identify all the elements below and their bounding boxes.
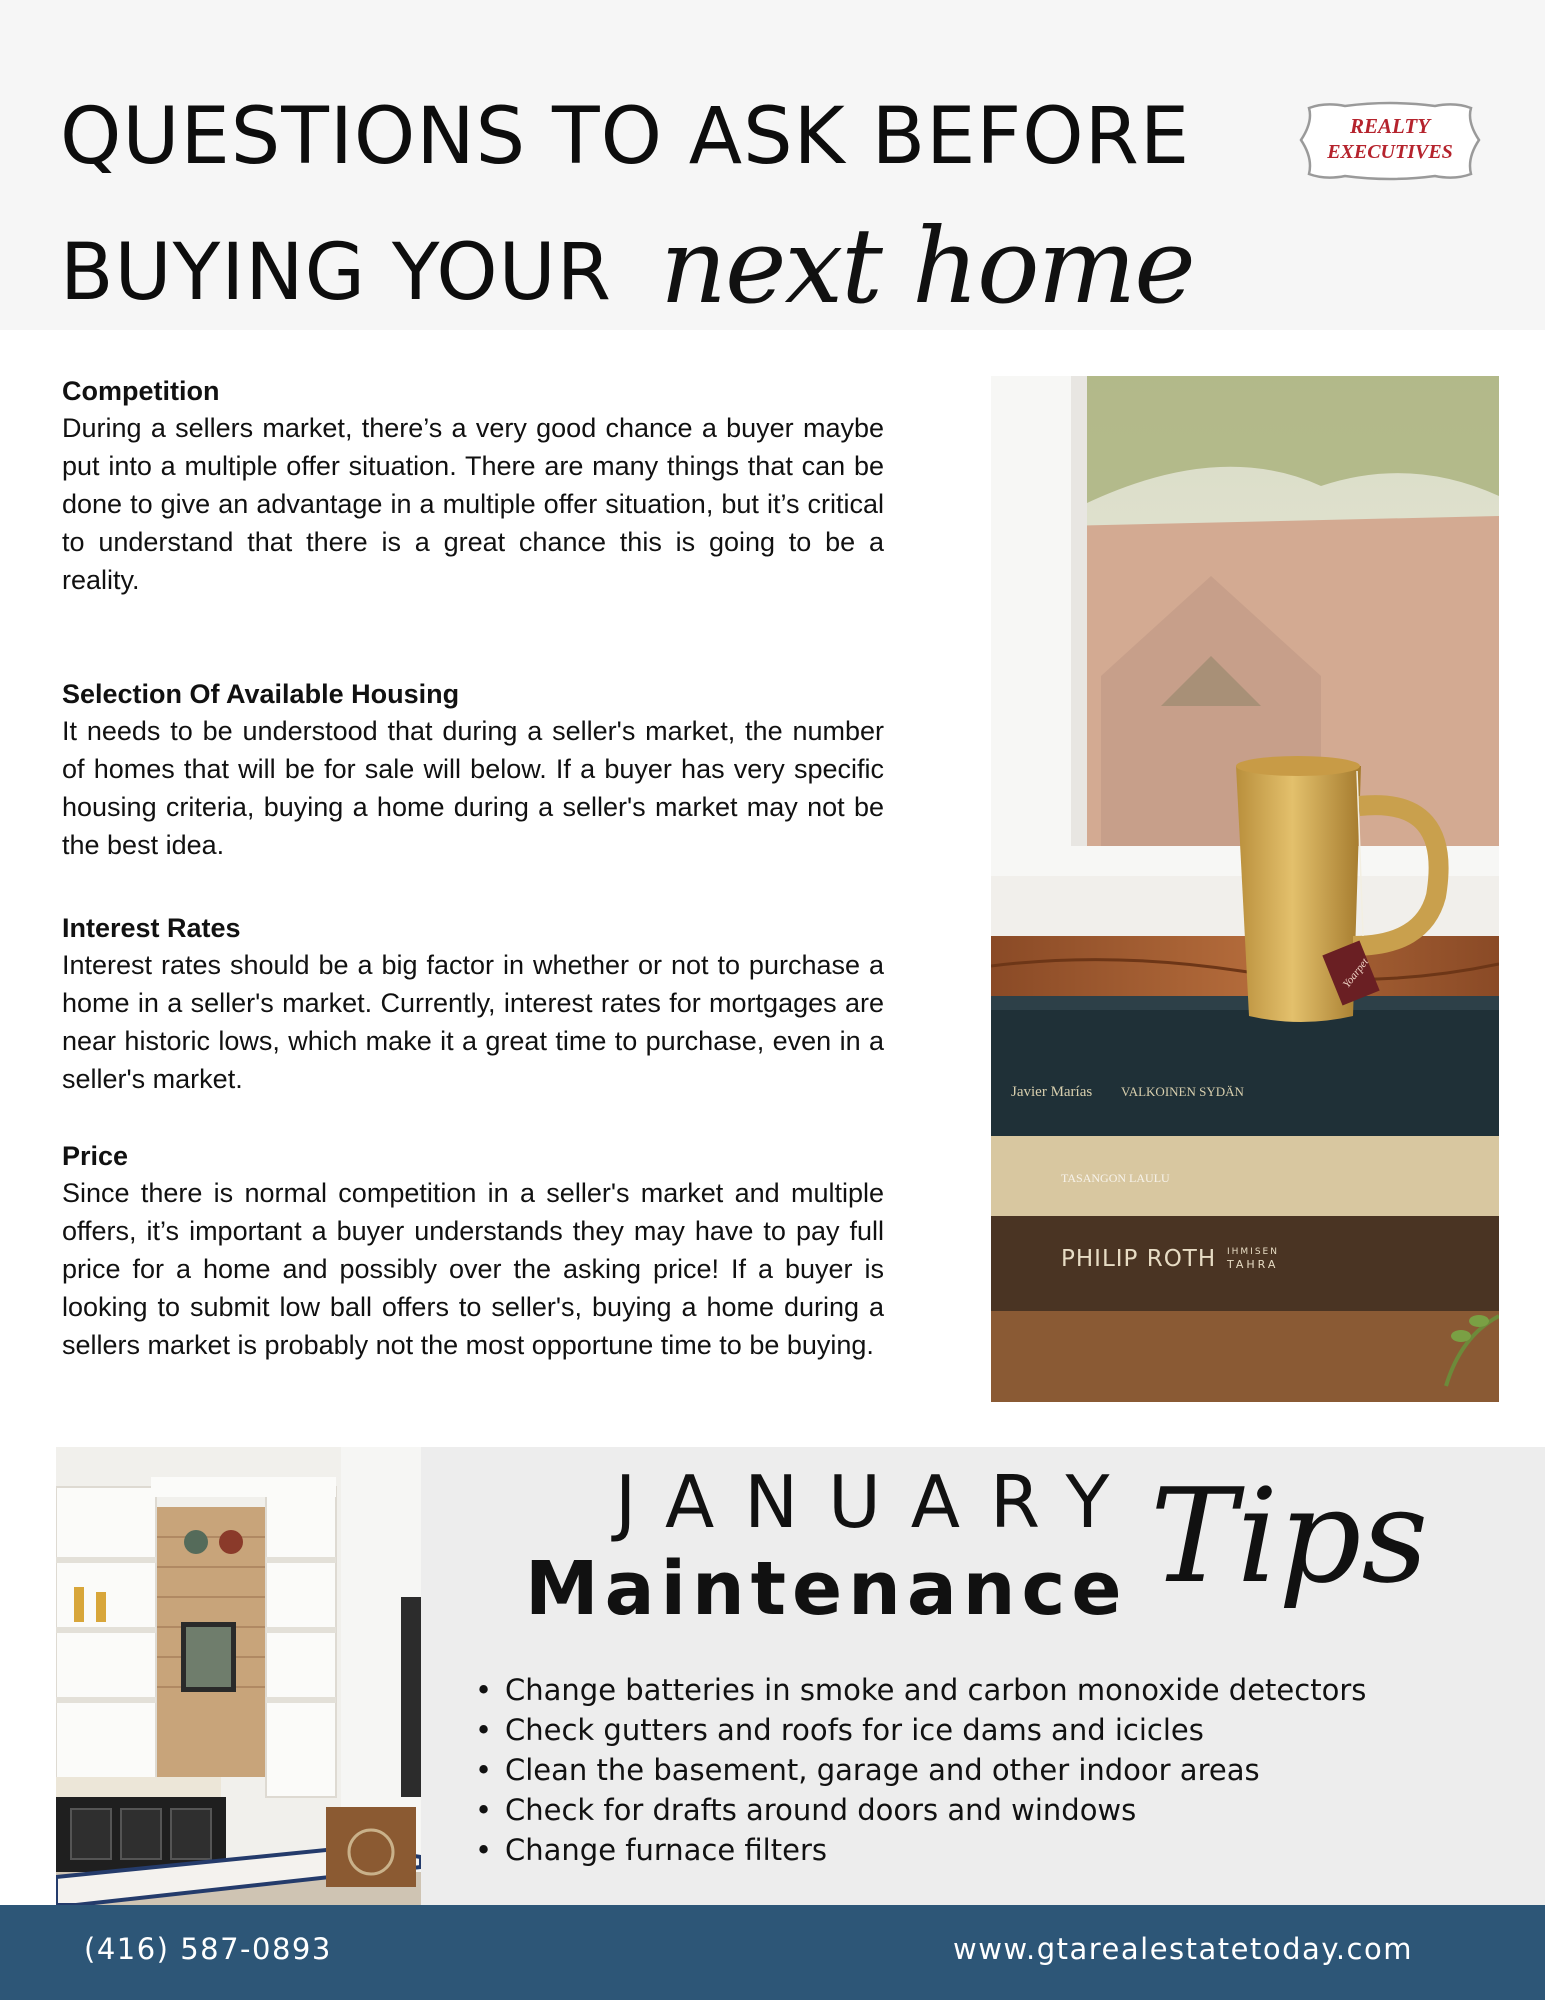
photo-living-room xyxy=(56,1447,421,1905)
tips-month: JANUARY xyxy=(615,1460,1140,1544)
section-heading: Selection Of Available Housing xyxy=(62,679,460,709)
footer-phone[interactable]: (416) 587-0893 xyxy=(84,1932,332,1966)
book-3-title-1: IHMISEN xyxy=(1227,1247,1279,1257)
page-title-script: next home xyxy=(660,205,1194,327)
logo-text-realty: REALTY xyxy=(1349,114,1431,138)
section-interest-rates xyxy=(62,910,884,1098)
book-3-author: PHILIP ROTH xyxy=(1061,1246,1217,1272)
page-title-line-2: BUYING YOUR xyxy=(60,228,612,318)
section-body: During a sellers market, there’s a very good chance a buyer maybe put into a multiple offer situation. There are many things that can be done to give an advantage in a multiple offer situation, but it’s critical to understand that there is a great chance this is going to be a reality. xyxy=(62,413,884,595)
list-item: • Check for drafts around doors and windows xyxy=(475,1790,1366,1830)
list-item: • Clean the basement, garage and other indoor areas xyxy=(475,1750,1366,1790)
section-price xyxy=(62,1138,884,1364)
section-body: Since there is normal competition in a seller's market and multiple offers, it’s important a buyer understands they may have to pay full price for a home and possibly over the asking price! If a buyer is looking to submit low ball offers to seller's, buying a home during a sellers market is probably not the most opportune time to be buying. xyxy=(62,1178,884,1360)
realty-executives-logo xyxy=(1295,100,1485,182)
page-title-line-1: QUESTIONS TO ASK BEFORE xyxy=(60,92,1191,182)
book-3-title-2: TAHRA xyxy=(1227,1258,1279,1271)
book-1-title: VALKOINEN SYDÄN xyxy=(1121,1084,1244,1099)
section-body: Interest rates should be a big factor in whether or not to purchase a home in a seller's market. Currently, interest rates for mortgages are near historic lows, which make it a great time to purchase, even in a seller's market. xyxy=(62,950,884,1094)
section-selection xyxy=(62,676,884,864)
tea-tag-text: Yoarpet xyxy=(1340,956,1372,991)
list-item: • Check gutters and roofs for ice dams and icicles xyxy=(475,1710,1366,1750)
tips-heading-script: Tips xyxy=(1150,1460,1429,1612)
section-heading: Price xyxy=(62,1141,129,1171)
book-1-author: Javier Marías xyxy=(1011,1084,1093,1100)
tips-heading: Maintenance xyxy=(525,1546,1128,1632)
book-2-title: TASANGON LAULU xyxy=(1061,1171,1170,1185)
logo-text-executives: EXECUTIVES xyxy=(1327,141,1453,163)
section-heading: Interest Rates xyxy=(62,913,241,943)
section-body: It needs to be understood that during a seller's market, the number of homes that will be for sale will below. If a buyer has very specific housing criteria, buying a home during a seller's market may not be the best idea. xyxy=(62,716,884,860)
tips-list xyxy=(475,1670,1366,1870)
list-item: • Change furnace filters xyxy=(475,1830,1366,1870)
section-competition xyxy=(62,373,884,599)
list-item: • Change batteries in smoke and carbon monoxide detectors xyxy=(475,1670,1366,1710)
photo-mug-on-books xyxy=(991,376,1499,1402)
section-heading: Competition xyxy=(62,376,220,406)
footer-website-link[interactable]: www.gtarealestatetoday.com xyxy=(953,1932,1413,1966)
